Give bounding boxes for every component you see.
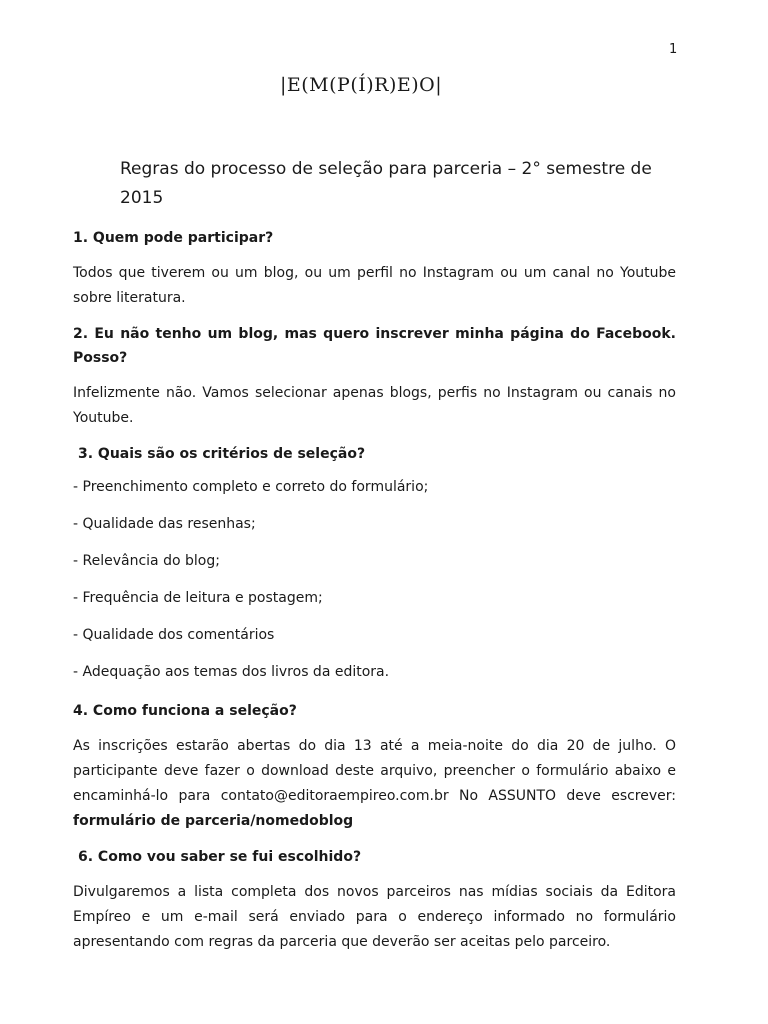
document-body (73, 226, 676, 966)
section-2-heading: 2. Eu não tenho um blog, mas quero inscrever minha página do Facebook. Posso? (73, 326, 676, 366)
section-1-heading: 1. Quem pode participar? (73, 230, 274, 246)
publisher-logo: |E(M(P(Í)R)E)O| (280, 74, 443, 96)
criteria-item: - Relevância do blog; (73, 553, 220, 569)
section-2-text: Infelizmente não. Vamos selecionar apenas blogs, perfis no Instagram ou canais no Youtube. (73, 385, 676, 426)
email-subject-format: formulário de parceria/nomedoblog (73, 813, 354, 829)
document-title: Regras do processo de seleção para parceria – 2° semestre de 2015 (120, 159, 652, 208)
section-4-text-plain: As inscrições estarão abertas do dia 13 até a meia-noite do dia 20 de julho. O participante deve fazer o download deste arquivo, preencher o formulário abaixo e encaminhá-lo para contato@editoraempireo.com.br No ASSUNTO deve escrever: (73, 738, 676, 804)
criteria-item: - Qualidade das resenhas; (73, 516, 256, 532)
criteria-item: - Qualidade dos comentários (73, 627, 275, 643)
section-4-text (73, 734, 676, 834)
page-number: 1 (669, 42, 678, 57)
section-4-heading: 4. Como funciona a seleção? (73, 703, 297, 719)
section-1-text: Todos que tiverem ou um blog, ou um perfil no Instagram ou um canal no Youtube sobre literatura. (73, 265, 676, 306)
criteria-item: - Frequência de leitura e postagem; (73, 590, 323, 606)
section-3-heading: 3. Quais são os critérios de seleção? (78, 446, 366, 462)
criteria-item: - Preenchimento completo e correto do formulário; (73, 479, 429, 495)
section-6-text: Divulgaremos a lista completa dos novos parceiros nas mídias sociais da Editora Empíreo e um e-mail será enviado para o endereço informado no formulário apresentando com regras da parceria que deverão ser aceitas pelo parceiro. (73, 884, 676, 950)
section-6-heading: 6. Como vou saber se fui escolhido? (78, 849, 362, 865)
criteria-item: - Adequação aos temas dos livros da editora. (73, 664, 390, 680)
